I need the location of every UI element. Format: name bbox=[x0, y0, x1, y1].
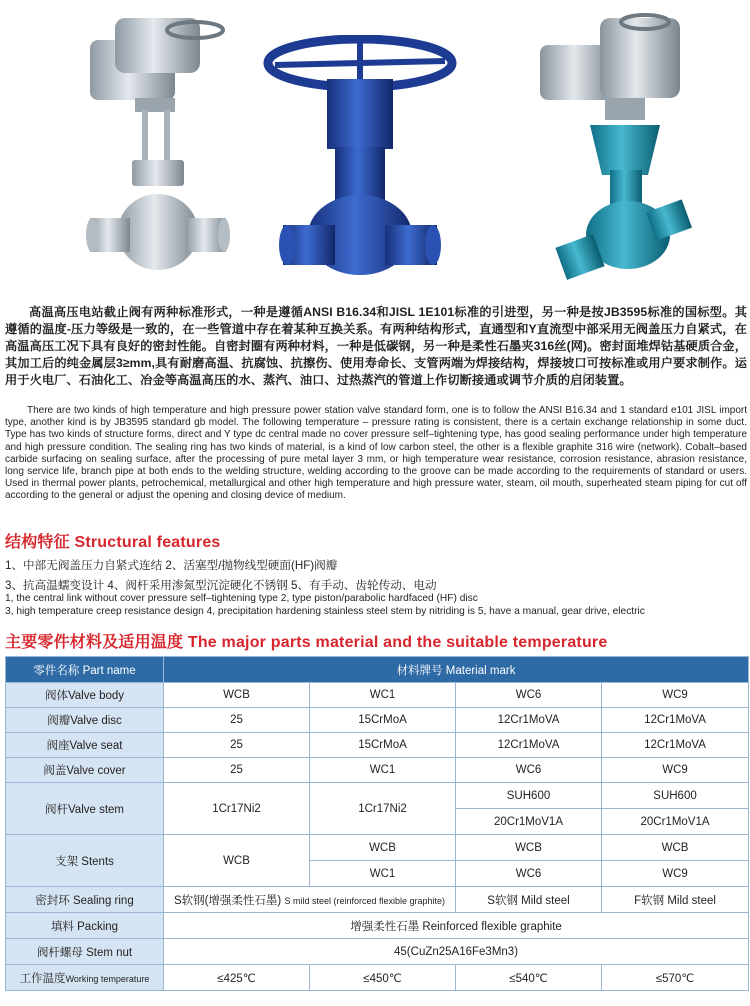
row-label-valve-body: 阀体Valve body bbox=[6, 683, 164, 708]
table-cell: 1Cr17Ni2 bbox=[164, 783, 310, 835]
table-row bbox=[6, 887, 749, 913]
seal-en: S mild steel (reinforced flexible graphite) bbox=[284, 895, 446, 906]
table-row bbox=[6, 708, 749, 733]
row-label-sealing-ring: 密封环 Sealing ring bbox=[6, 887, 164, 913]
table-cell: ≤540℃ bbox=[456, 965, 602, 991]
table-cell: 25 bbox=[164, 758, 310, 783]
structural-features-heading: 结构特征 Structural features bbox=[5, 534, 221, 551]
feature-en-line-1: 1, the central link without cover pressure self–tightening type 2, type piston/parabolic hardfaced (HF) disc bbox=[5, 593, 478, 604]
table-cell: 20Cr1MoV1A bbox=[456, 809, 602, 835]
intro-english: There are two kinds of high temperature and high pressure power station valve standard form, one is to follow the ANSI B16.34 and 1 standard e101 JISL import type, another kind is by JB3595 standard gb model. The following temperature – pressure rating is consistent, there is a certain exchange relationship in some duct. Type has two kinds of structure forms, direct and Y type dc central made no cover pressure self–tightening type, has good sealing performance under high temperature and high pressure condition. The sealing ring has two kinds of material, is a kind of low carbon steel, the other is a flexible graphite 316 wire (network). Cobalt–based carbide surfacing on sealing surface, after the processing of pure metal layer 3 mm, or high temperature wear resistance, corrosion resistance, abrasion resistance, long service life, branch pipe at both ends to the welding structure, welding according to the groove can be made according to the requirements of standard or users. Used in thermal power plants, petrochemical, metallurgical and other high temperature and high pressure water, steam, oil mouth, superheated steam piping for cut off according to the general or adjust the opening and closing device of medium. bbox=[5, 405, 747, 502]
table-cell: WC1 bbox=[310, 758, 456, 783]
table-cell: 12Cr1MoVA bbox=[456, 733, 602, 758]
table-cell: WCB bbox=[602, 835, 749, 861]
materials-table bbox=[5, 656, 749, 991]
row-label-valve-stem: 阀杆Valve stem bbox=[6, 783, 164, 835]
row-label-stents: 支架 Stents bbox=[6, 835, 164, 887]
table-cell: 12Cr1MoVA bbox=[456, 708, 602, 733]
table-cell: 12Cr1MoVA bbox=[602, 733, 749, 758]
table-cell: 12Cr1MoVA bbox=[602, 708, 749, 733]
table-cell: 15CrMoA bbox=[310, 708, 456, 733]
table-cell: 45(CuZn25A16Fe3Mn3) bbox=[164, 939, 749, 965]
table-cell: 15CrMoA bbox=[310, 733, 456, 758]
valve-photo-handwheel bbox=[255, 35, 465, 285]
table-cell: WCB bbox=[164, 835, 310, 887]
row-label-disc-en: Valve disc bbox=[70, 715, 122, 727]
valve-photo-electric-actuator bbox=[70, 10, 240, 275]
row-label-valve-seat: 阀座Valve seat bbox=[6, 733, 164, 758]
header-material-mark: 材料牌号 Material mark bbox=[164, 657, 749, 683]
table-cell: SUH600 bbox=[456, 783, 602, 809]
table-cell: WC6 bbox=[456, 861, 602, 887]
row-label-valve-cover: 阀盖Valve cover bbox=[6, 758, 164, 783]
table-cell: ≤450℃ bbox=[310, 965, 456, 991]
table-row bbox=[6, 965, 749, 991]
table-row bbox=[6, 939, 749, 965]
table-cell: S软钢 Mild steel bbox=[456, 887, 602, 913]
table-cell bbox=[164, 887, 456, 913]
table-cell: WC6 bbox=[456, 758, 602, 783]
table-cell: WCB bbox=[310, 835, 456, 861]
table-cell: SUH600 bbox=[602, 783, 749, 809]
feature-cn-line-2: 3、抗高温蠕变设计 4、阀杆采用渗氮型沉淀硬化不锈钢 5、有手动、齿轮传动、电动 bbox=[5, 579, 437, 592]
table-cell: WC6 bbox=[456, 683, 602, 708]
product-photos bbox=[0, 0, 750, 290]
header-part-name: 零件名称 Part name bbox=[6, 657, 164, 683]
table-row bbox=[6, 683, 749, 708]
row-label-valve-disc bbox=[6, 708, 164, 733]
table-cell: WC9 bbox=[602, 683, 749, 708]
table-row bbox=[6, 835, 749, 861]
table-cell: WCB bbox=[164, 683, 310, 708]
table-row bbox=[6, 913, 749, 939]
table-cell: ≤425℃ bbox=[164, 965, 310, 991]
table-cell: 增强柔性石墨 Reinforced flexible graphite bbox=[164, 913, 749, 939]
intro-chinese: 高温高压电站截止阀有两种标准形式，一种是遵循ANSI B16.34和JISL 1E101标准的引进型，另一种是按JB3595标准的国标型。其遵循的温度-压力等级是一致的，在一些管道中存在着某种互换关系。有两种结构形式，直通型和Y直流型中部采用无阀盖压力自紧式，在高温高压工况下具有良好的密封性能。自密封圈有两种材料，一种是低碳钢，另一种是柔性石墨夹316丝(网)。密封面堆焊钴基硬质合金，其加工后的纯金属层3≥mm,具有耐磨高温、抗腐蚀、抗擦伤、使用寿命长、支管两端为焊接结构，焊接坡口可按标准或用户要求制作。运用于火电厂、石油化工、冶金等高温高压的水、蒸汽、油口、过热蒸汽的管道上作切断接通或调节介质的启闭装置。 bbox=[5, 305, 747, 387]
temp-label-cn: 工作温度 bbox=[19, 972, 66, 985]
table-cell: 25 bbox=[164, 708, 310, 733]
table-row bbox=[6, 758, 749, 783]
table-cell: 20Cr1MoV1A bbox=[602, 809, 749, 835]
feature-cn-line-1: 1、中部无阀盖压力自紧式连结 2、活塞型/抛物线型硬面(HF)阀瓣 bbox=[5, 559, 338, 572]
table-cell: 1Cr17Ni2 bbox=[310, 783, 456, 835]
table-cell: WC1 bbox=[310, 861, 456, 887]
table-cell: WC1 bbox=[310, 683, 456, 708]
table-cell: WCB bbox=[456, 835, 602, 861]
temp-label-en: Working temperature bbox=[65, 973, 150, 984]
row-label-stem-nut: 阀杆螺母 Stem nut bbox=[6, 939, 164, 965]
table-cell: F软钢 Mild steel bbox=[602, 887, 749, 913]
table-row bbox=[6, 733, 749, 758]
table-cell: WC9 bbox=[602, 758, 749, 783]
table-header-row bbox=[6, 657, 749, 683]
table-cell: WC9 bbox=[602, 861, 749, 887]
table-cell: 25 bbox=[164, 733, 310, 758]
valve-photo-y-type bbox=[520, 0, 695, 290]
row-label-working-temperature bbox=[6, 965, 164, 991]
table-cell: ≤570℃ bbox=[602, 965, 749, 991]
seal-cn: S软钢(增强柔性石墨) bbox=[173, 894, 282, 907]
feature-en-line-2: 3, high temperature creep resistance design 4, precipitation hardening stainless steel stem by nitriding is 5, have a manual, gear drive, electric bbox=[5, 606, 645, 617]
table-row bbox=[6, 783, 749, 809]
materials-heading: 主要零件材料及适用温度 The major parts material and the suitable temperature bbox=[5, 634, 608, 651]
row-label-packing: 填料 Packing bbox=[6, 913, 164, 939]
row-label-disc-cn: 阀瓣 bbox=[47, 715, 71, 727]
